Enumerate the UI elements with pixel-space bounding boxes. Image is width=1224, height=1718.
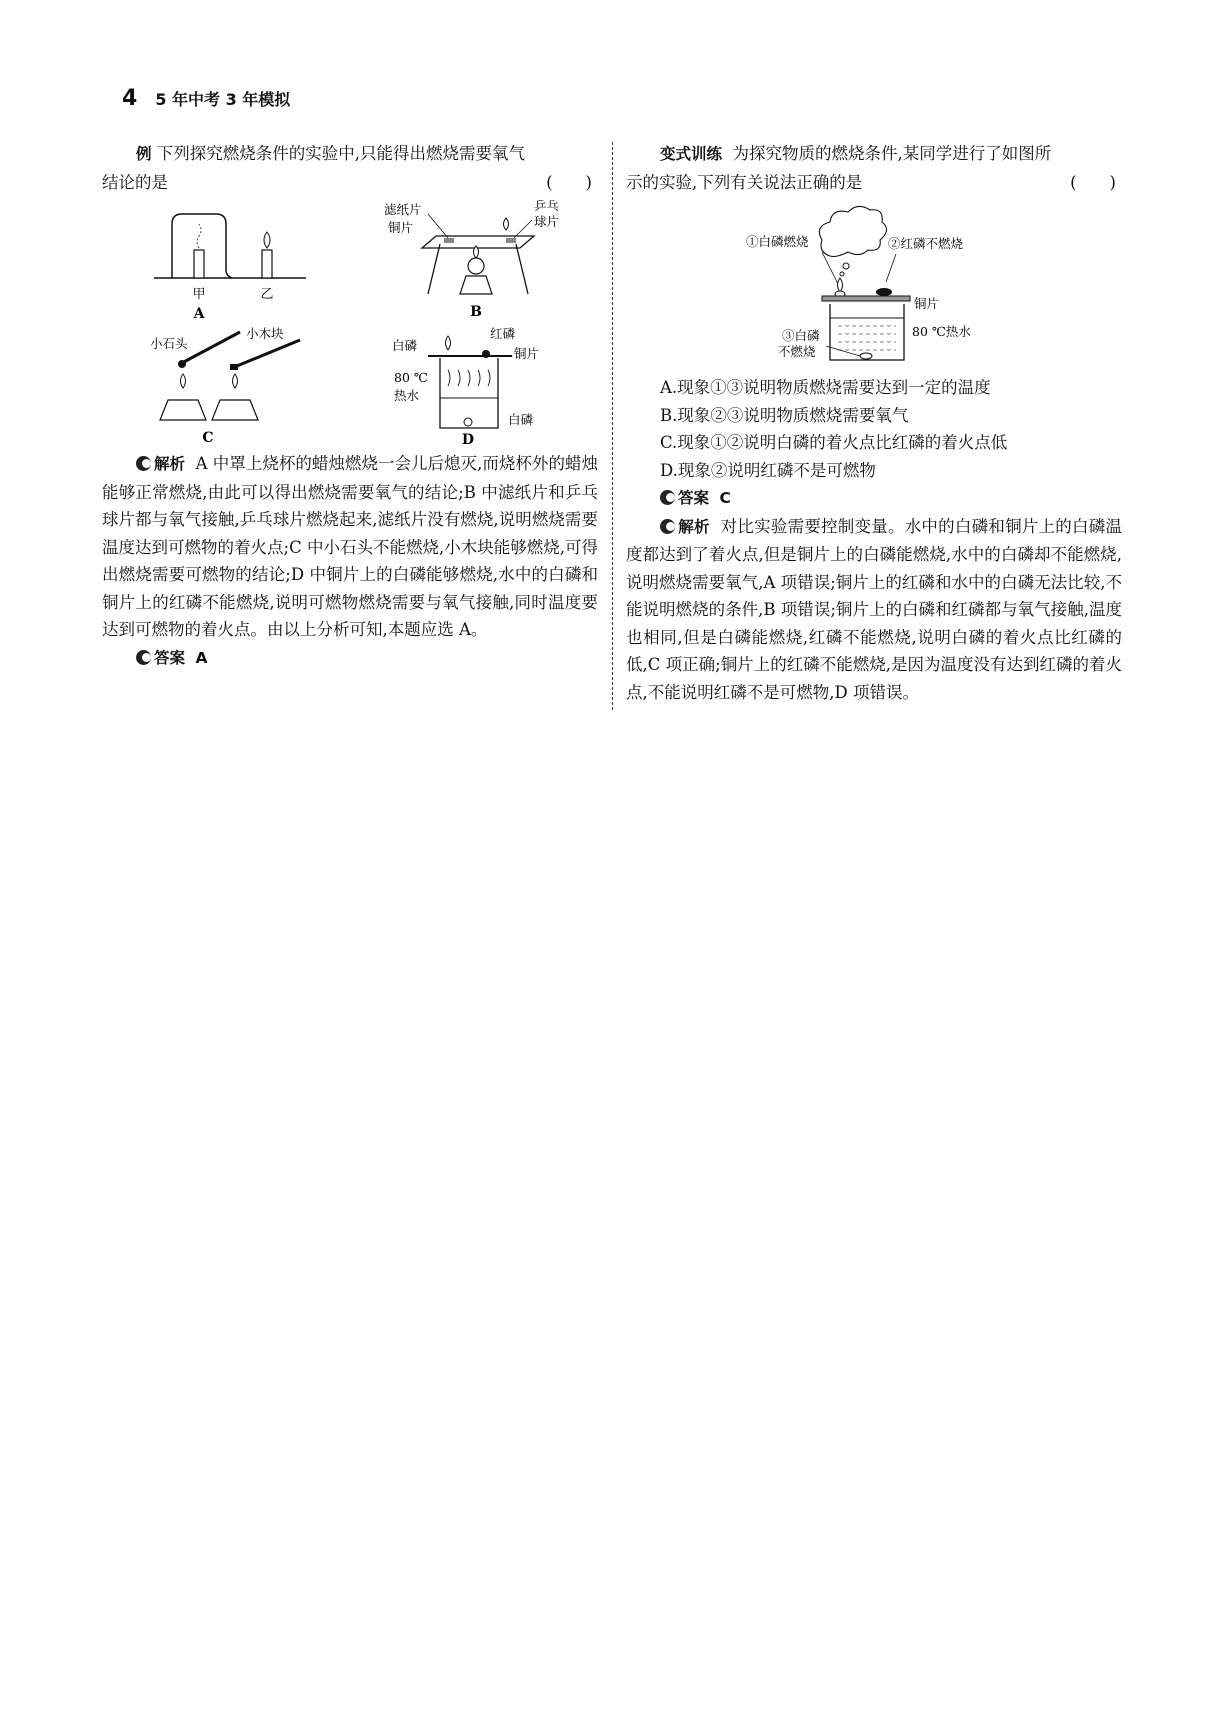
variant-figure-label-3b: 不燃烧	[778, 344, 816, 359]
variant-analysis-text: 对比实验需要控制变量。水中的白磷和铜片上的白磷温度都达到了着火点,但是铜片上的白磷能燃烧,水中的白磷却不能燃烧,说明燃烧需要氧气,A 项错误;铜片上的红磷和水中的白磷无法比较,不能说明燃烧的条件,B 项错误;铜片上的白磷和红磷都与氧气接触,温度也相同,但是白磷能燃烧,红磷不能燃烧,说明白磷的着火点比红磷的低,C 项正确;铜片上的红磷不能燃烧,是因为温度没有达到红磷的着火点,不能说明红磷不是可燃物,D 项错误。	[626, 516, 1122, 702]
figure-b-label-copper: 铜片	[388, 220, 414, 235]
option-b: B.现象②③说明物质燃烧需要氧气	[660, 405, 909, 425]
variant-figure	[746, 200, 996, 370]
variant-question-line2: 示的实验,下列有关说法正确的是	[626, 172, 863, 192]
example-question-line1: 下列探究燃烧条件的实验中,只能得出燃烧需要氧气	[156, 144, 526, 163]
figure-b-label-filter: 滤纸片	[384, 202, 422, 217]
figure-c	[150, 324, 340, 448]
example-answer-paren: ( )	[546, 172, 592, 192]
variant-question	[626, 140, 1122, 169]
figure-a	[150, 204, 310, 322]
example-question	[102, 140, 598, 169]
page-header	[122, 86, 290, 112]
example-column	[102, 140, 598, 672]
figure-b-label-pingpong-1: 乒乓	[534, 200, 560, 213]
figure-d	[392, 324, 582, 448]
variant-answer-value: C	[719, 489, 731, 507]
example-question-line2: 结论的是	[102, 172, 168, 192]
example-figures	[102, 200, 598, 446]
figure-b-label-pingpong-2: 球片	[534, 214, 560, 229]
figure-d-letter: D	[461, 432, 475, 448]
column-divider	[612, 142, 613, 710]
example-label: 例	[136, 145, 152, 163]
analysis-marker-icon	[660, 519, 675, 534]
figure-a-letter: A	[193, 306, 205, 322]
variant-analysis-label: 解析	[678, 517, 710, 536]
variant-figure-label-1: ①白磷燃烧	[746, 234, 809, 249]
figure-c-label-wood: 小木块	[246, 326, 284, 341]
option-c: C.现象①②说明白磷的着火点比红磷的着火点低	[660, 433, 1008, 452]
example-analysis-label: 解析	[154, 455, 186, 473]
figure-b	[384, 200, 574, 322]
variant-answer-paren: ( )	[1070, 172, 1116, 192]
figure-c-letter: C	[202, 430, 214, 446]
figure-a-label-right: 乙	[260, 287, 274, 302]
figure-a-label-left: 甲	[192, 287, 206, 302]
figure-d-label-water: 热水	[394, 388, 420, 403]
analysis-marker-icon	[136, 456, 151, 471]
variant-answer-label: 答案	[678, 489, 710, 507]
variant-figure-label-water: 80 ℃热水	[912, 324, 971, 339]
example-question-line2-row	[102, 169, 598, 197]
variant-figure-label-2: ②红磷不燃烧	[888, 236, 964, 251]
figure-d-label-white-p-water: 白磷	[508, 412, 534, 427]
variant-column	[626, 140, 1122, 706]
variant-figure-label-copper: 铜片	[914, 296, 940, 311]
example-analysis-text: A 中罩上烧杯的蜡烛燃烧一会儿后熄灭,而烧杯外的蜡烛能够正常燃烧,由此可以得出燃烧需要氧气的结论;B 中滤纸片和乒乓球片都与氧气接触,乒乓球片燃烧起来,滤纸片没有燃烧,说明燃烧需要温度达到可燃物的着火点;C 中小石头不能燃烧,小木块能够燃烧,可得出燃烧需要可燃物的结论;D 中铜片上的白磷能够燃烧,水中的白磷和铜片上的红磷不能燃烧,说明可燃物燃烧需要与氧气接触,同时温度要达到可燃物的着火点。由以上分析可知,本题应选 A。	[102, 454, 598, 639]
variant-question-line2-row	[626, 169, 1122, 197]
book-title: 5 年中考 3 年模拟	[155, 90, 291, 109]
variant-figure-label-3a: ③白磷	[782, 328, 820, 343]
answer-marker-icon	[136, 650, 151, 665]
variant-label: 变式训练	[660, 145, 723, 163]
example-answer-label: 答案	[154, 648, 186, 667]
variant-analysis	[626, 513, 1122, 707]
variant-question-line1: 为探究物质的燃烧条件,某同学进行了如图所	[732, 144, 1052, 163]
option-d: D.现象②说明红磷不是可燃物	[660, 460, 876, 480]
variant-answer	[626, 484, 1122, 513]
figure-c-label-stone: 小石头	[150, 336, 188, 351]
example-answer-value: A	[195, 648, 208, 667]
figure-d-label-red-p: 红磷	[490, 326, 516, 341]
example-analysis	[102, 450, 598, 644]
example-answer	[102, 644, 598, 673]
page-number: 4	[122, 86, 138, 111]
figure-d-label-copper: 铜片	[514, 346, 540, 361]
figure-b-letter: B	[470, 304, 482, 320]
answer-marker-icon	[660, 490, 675, 505]
figure-d-label-white-p: 白磷	[392, 338, 418, 353]
option-a: A.现象①③说明物质燃烧需要达到一定的温度	[660, 378, 991, 397]
figure-d-label-temp: 80 ℃	[394, 370, 428, 385]
